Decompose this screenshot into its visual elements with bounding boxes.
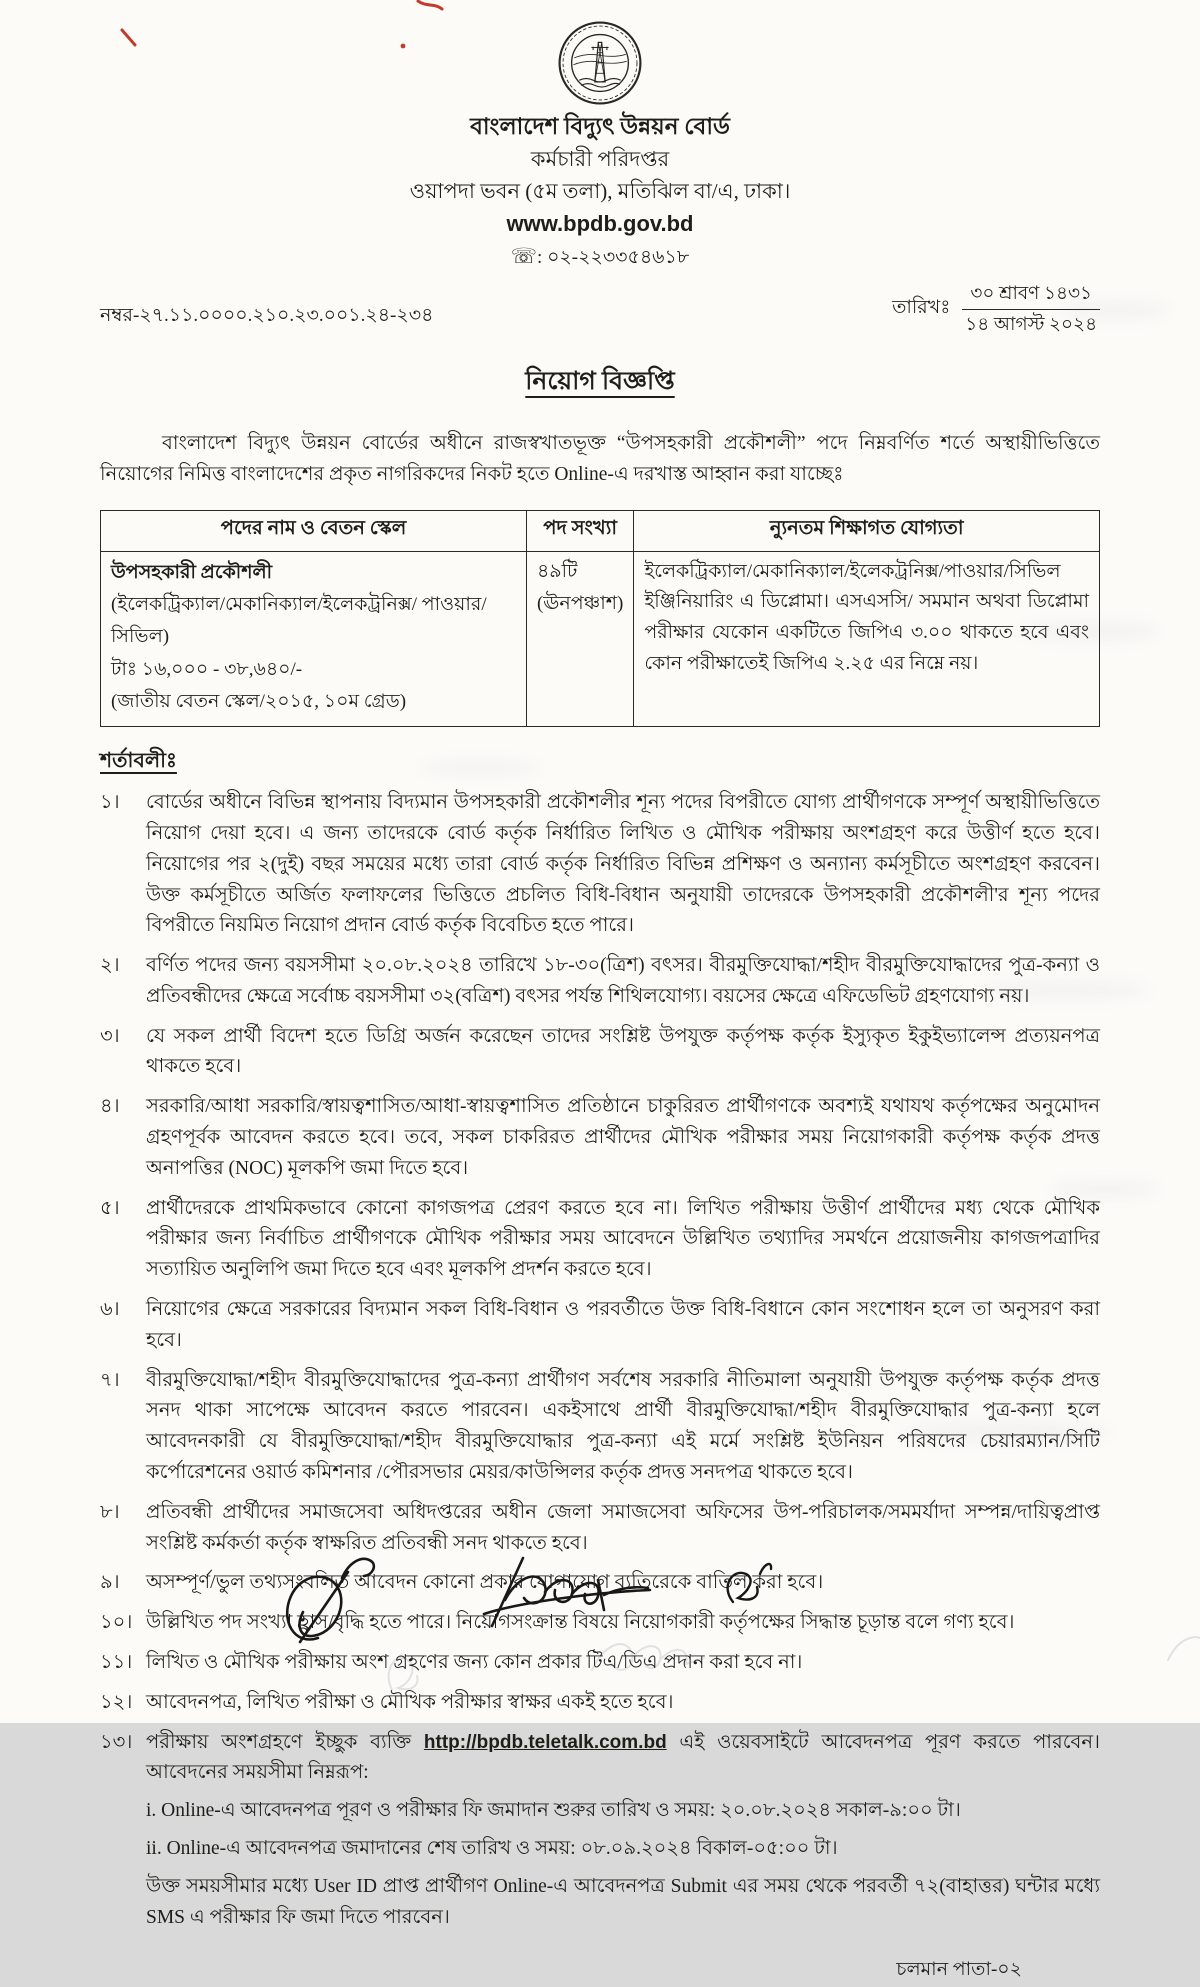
col-header-post: পদের নাম ও বেতন স্কেল [101, 510, 527, 551]
org-name: বাংলাদেশ বিদ্যুৎ উন্নয়ন বোর্ড [470, 114, 730, 139]
post-disciplines: (ইলেকট্রিক্যাল/মেকানিক্যাল/ইলেকট্রনিক্স/ পাওয়ার/সিভিল) [111, 593, 487, 648]
vacancy-cell: ৪৯টি (ঊনপঞ্চাশ) [526, 551, 633, 726]
department-name: কর্মচারী পরিদপ্তর [530, 147, 670, 172]
condition-number: ৩। [100, 1025, 120, 1047]
date-block [892, 282, 1100, 337]
date-gregorian: ১৪ আগস্ট ২০২৪ [965, 314, 1098, 335]
condition-text: সরকারি/আধা সরকারি/স্বায়ত্বশাসিত/আধা-স্বায়ত্বশাসিত প্রতিষ্ঠানে চাকুরিরত প্রার্থীগণকে অবশ্যই যথাযথ কর্তৃপক্ষের অনুমোদন গ্রহণপূর্বক আবেদন করতে হবে। তবে, সকল চাকরিরত প্রার্থীদের মৌখিক পরীক্ষার সময় নিয়োগকারী কর্তৃপক্ষ কর্তৃক প্রদত্ত অনাপত্তির (NOC) মূলকপি জমা দিতে হবে। [146, 1096, 1100, 1179]
condition-number: ৯। [100, 1572, 120, 1594]
notice-title: নিয়োগ বিজ্ঞপ্তি [525, 367, 675, 395]
condition-item-1 [100, 788, 1100, 942]
condition-number: ২। [100, 955, 120, 977]
red-mark-top-edge [418, 1, 442, 9]
condition-number: ৫। [100, 1197, 120, 1219]
condition-text: বোর্ডের অধীনে বিভিন্ন স্থাপনায় বিদ্যমান উপসহকারী প্রকৌশলীর শূন্য পদের বিপরীতে যোগ্য প্রার্থীগণকে সম্পূর্ণ অস্থায়ীভিত্তিতে নিয়োগ দেয়া হবে। এ জন্য তাদেরকে বোর্ড কর্তৃক নির্ধারিত লিখিত ও মৌখিক পরীক্ষায় অংশগ্রহণ করে উত্তীর্ণ হতে হবে। নিয়োগের পর ২(দুই) বছর সময়ের মধ্যে তারা বোর্ড কর্তৃক নির্ধারিত বিভিন্ন প্রশিক্ষণ ও অন্যান্য কর্মসূচীতে অংশগ্রহণ করবেন। উক্ত কর্মসূচীতে অর্জিত ফলাফলের ভিত্তিতে প্রচলিত বিধি-বিধান অনুযায়ী তাদেরকে উপসহকারী প্রকৌশলী'র শূন্য পদের বিপরীতে নিয়মিত নিয়োগ প্রদান বোর্ড কর্তৃক বিবেচিত হতে পারে। [146, 792, 1100, 937]
table-header-row [101, 510, 1100, 551]
org-address: ওয়াপদা ভবন (৫ম তলা), মতিঝিল বা/এ, ঢাকা। [409, 178, 791, 203]
conditions-heading: শর্তাবলীঃ [100, 750, 177, 773]
condition-text: নিয়োগের ক্ষেত্রে সরকারের বিদ্যমান সকল বিধি-বিধান ও পরবর্তীতে উক্ত বিধি-বিধানে কোন সংশোধন হলে তা অনুসরণ করা হবে। [146, 1299, 1100, 1351]
condition-item-3 [100, 1022, 1100, 1084]
table-row [101, 551, 1100, 726]
date-bangla: ৩০ শ্রাবণ ১৪৩১ [962, 282, 1100, 310]
condition-text: যে সকল প্রার্থী বিদেশ হতে ডিগ্রি অর্জন করেছেন তাদের সংশ্লিষ্ট উপযুক্ত কর্তৃপক্ষ কর্তৃক ইস্যুকৃত ইকুইভ্যালেন্স প্রত্যয়নপত্র থাকতে হবে। [146, 1025, 1100, 1078]
condition-item-5 [100, 1194, 1100, 1286]
condition-item-2 [100, 951, 1100, 1013]
condition-number: ১১। [100, 1652, 133, 1674]
signature-mark-center [484, 1558, 650, 1626]
signature-mark-right [728, 1564, 771, 1602]
condition-text: লিখিত ও মৌখিক পরীক্ষায় অংশ গ্রহণের জন্য কোন প্রকার টিএ/ডিএ প্রদান করা হবে না। [146, 1652, 803, 1674]
condition-number: ৮। [100, 1501, 120, 1523]
post-pay-scale: (জাতীয় বেতন স্কেল/২০১৫, ১০ম গ্রেড) [111, 690, 407, 712]
condition-number: ৬। [100, 1299, 120, 1321]
condition-number: ১০। [100, 1612, 133, 1634]
post-name: উপসহকারী প্রকৌশলী [111, 561, 273, 583]
phone-icon: ☏ [510, 244, 538, 269]
condition-text: প্রতিবন্ধী প্রার্থীদের সমাজসেবা অধিদপ্তরের অধীন জেলা সমাজসেবা অফিসের উপ-পরিচালক/সমমর্যাদা সম্পন্ন/দায়িত্বপ্রাপ্ত সংশ্লিষ্ট কর্মকর্তা কর্তৃক স্বাক্ষরিত প্রতিবন্ধী সনদ থাকতে হবে। [146, 1501, 1100, 1554]
condition-13-prefix: পরীক্ষায় অংশগ্রহণে ইচ্ছুক ব্যক্তি [146, 1731, 424, 1753]
fee-payment-note: উক্ত সময়সীমার মধ্যে User ID প্রাপ্ত প্রার্থীগণ Online-এ আবেদনপত্র Submit এর সময় থেকে পরবর্তী ৭২(বাহাত্তর) ঘন্টার মধ্যে SMS এ পরীক্ষার ফি জমা দিতে পারবেন। [146, 1875, 1100, 1928]
col-header-count: পদ সংখ্যা [526, 510, 633, 551]
date-label: তারিখঃ [892, 297, 951, 319]
condition-text: বর্ণিত পদের জন্য বয়সসীমা ২০.০৮.২০২৪ তারিখে ১৮-৩০(ত্রিশ) বৎসর। বীরমুক্তিযোদ্ধা/শহীদ বীরমুক্তিযোদ্ধাদের পুত্র-কন্যা ও প্রতিবন্ধীদের ক্ষেত্রে সর্বোচ্চ বয়সসীমা ৩২(বত্রিশ) বৎসর পর্যন্ত শিথিলযোগ্য। বয়সের ক্ষেত্রে এফিডেভিট গ্রহণযোগ্য নয়। [146, 955, 1100, 1007]
condition-item-7 [100, 1366, 1100, 1489]
ghost-signature-marks [389, 1637, 1200, 1690]
red-dot [401, 44, 406, 49]
memo-date-row [100, 282, 1100, 337]
continuation-note: চলমান পাতা-০২ [896, 1959, 1022, 1981]
condition-number: ৭। [100, 1369, 120, 1391]
signature-layer [0, 1540, 1200, 1723]
red-marks-layer [0, 0, 1200, 260]
notice-intro: বাংলাদেশ বিদ্যুৎ উন্নয়ন বোর্ডের অধীনে রাজস্বখাতভূক্ত “উপসহকারী প্রকৌশলী” পদে নিম্নবর্ণিত শর্তে অস্থায়ীভিত্তিতে নিয়োগের নিমিত্ত বাংলাদেশের প্রকৃত নাগরিকদের নিকট হতে Online-এ দরখাস্ত আহ্বান করা যাচ্ছেঃ [100, 432, 1100, 485]
condition-number: ১। [100, 792, 120, 814]
phone-number: : ০২-২২৩৩৫৪৬১৮ [537, 247, 690, 269]
condition-item-13 [100, 1728, 1100, 1934]
application-url-link[interactable]: http://bpdb.teletalk.com.bd [423, 1731, 667, 1753]
condition-number: ১৩। [100, 1731, 133, 1753]
condition-item-6 [100, 1295, 1100, 1357]
deadline-start: i. Online-এ আবেদনপত্র পূরণ ও পরীক্ষার ফি জমাদান শুরুর তারিখ ও সময়: ২০.০৮.২০২৪ সকাল-৯:০০ টা। [146, 1800, 961, 1822]
memo-number: নম্বর-২৭.১১.০০০০.২১০.২৩.০০১.২৪-২৩৪ [100, 304, 434, 326]
condition-text: প্রার্থীদেরকে প্রাথমিকভাবে কোনো কাগজপত্র প্রেরণ করতে হবে না। লিখিত পরীক্ষায় উত্তীর্ণ প্রার্থীদের মধ্য থেকে মৌখিক পরীক্ষার জন্য নির্বাচিত প্রার্থীগণকে মৌখিক পরীক্ষার সময় আবেদনে উল্লিখিত তথ্যাদির সমর্থনে প্রয়োজনীয় কাগজপত্রাদির সত্যায়িত অনুলিপি জমা দিতে হবে এবং মূলকপি প্রদর্শন করতে হবে। [146, 1197, 1100, 1281]
col-header-qualification: ন্যুনতম শিক্ষাগত যোগ্যতা [634, 510, 1100, 551]
condition-number: ১২। [100, 1691, 133, 1713]
post-pay: টাঃ ১৬,০০০ - ৩৮,৬৪০/- [111, 658, 303, 680]
deadline-end: ii. Online-এ আবেদনপত্র জমাদানের শেষ তারিখ ও সময়: ০৮.০৯.২০২৪ বিকাল-০৫:০০ টা। [146, 1838, 838, 1860]
condition-item-4 [100, 1092, 1100, 1184]
condition-text [146, 1728, 1100, 1934]
post-table [100, 510, 1100, 727]
org-website: www.bpdb.gov.bd [506, 211, 694, 237]
condition-number: ৪। [100, 1096, 120, 1118]
qualification-cell: ইলেকট্রিক্যাল/মেকানিক্যাল/ইলেকট্রনিক্স/পাওয়ার/সিভিল ইঞ্জিনিয়ারিং এ ডিপ্লোমা। এসএসসি/ সমমান অথবা ডিপ্লোমা পরীক্ষার যেকোন একটিতে জিপিএ ৩.০০ থাকতে হবে এবং কোন পরীক্ষাতেই জিপিএ ২.২৫ এর নিম্নে নয়। [634, 551, 1100, 726]
post-cell [101, 551, 527, 726]
condition-text: উল্লিখিত পদ সংখ্যা হ্রাস/বৃদ্ধি হতে পারে। নিয়োগসংক্রান্ত বিষয়ে নিয়োগকারী কর্তৃপক্ষের সিদ্ধান্ত চূড়ান্ত বলে গণ্য হবে। [146, 1612, 1015, 1634]
condition-13-suffix: এই ওয়েবসাইটে আবেদনপত্র পূরণ করতে পারবেন। আবেদনের সময়সীমা নিম্নরূপ: [146, 1731, 1100, 1784]
signature-mark-left [287, 1559, 374, 1642]
condition-text: আবেদনপত্র, লিখিত পরীক্ষা ও মৌখিক পরীক্ষার স্বাক্ষর একই হতে হবে। [146, 1691, 674, 1713]
condition-text: বীরমুক্তিযোদ্ধা/শহীদ বীরমুক্তিযোদ্ধাদের পুত্র-কন্যা প্রার্থীগণ সর্বশেষ সরকারি নীতিমালা অনুযায়ী উপযুক্ত কর্তৃপক্ষ কর্তৃক প্রদত্ত সনদ থাকা সাপেক্ষে আবেদন করতে পারবেন। একইসাথে প্রার্থী বীরমুক্তিযোদ্ধা/শহীদ বীরমুক্তিযোদ্ধার পুত্র-কন্যা হলে আবেদনকারী যে বীরমুক্তিযোদ্ধা/শহীদ বীরমুক্তিযোদ্ধার পুত্র-কন্যা এই মর্মে সংশ্লিষ্ট ইউনিয়ন পরিষদের চেয়ারম্যান/সিটি কর্পোরেশনের ওয়ার্ড কমিশনার /পৌরসভার মেয়র/কাউন্সিলর কর্তৃক প্রদত্ত সনদপত্র থাকতে হবে। [146, 1369, 1100, 1484]
red-mark-left [122, 30, 135, 45]
condition-text: অসম্পূর্ণ/ভুল তথ্যসংবলিত আবেদন কোনো প্রকার যোগাযোগ ব্যতিরেকে বাতিল করা হবে। [146, 1572, 824, 1594]
